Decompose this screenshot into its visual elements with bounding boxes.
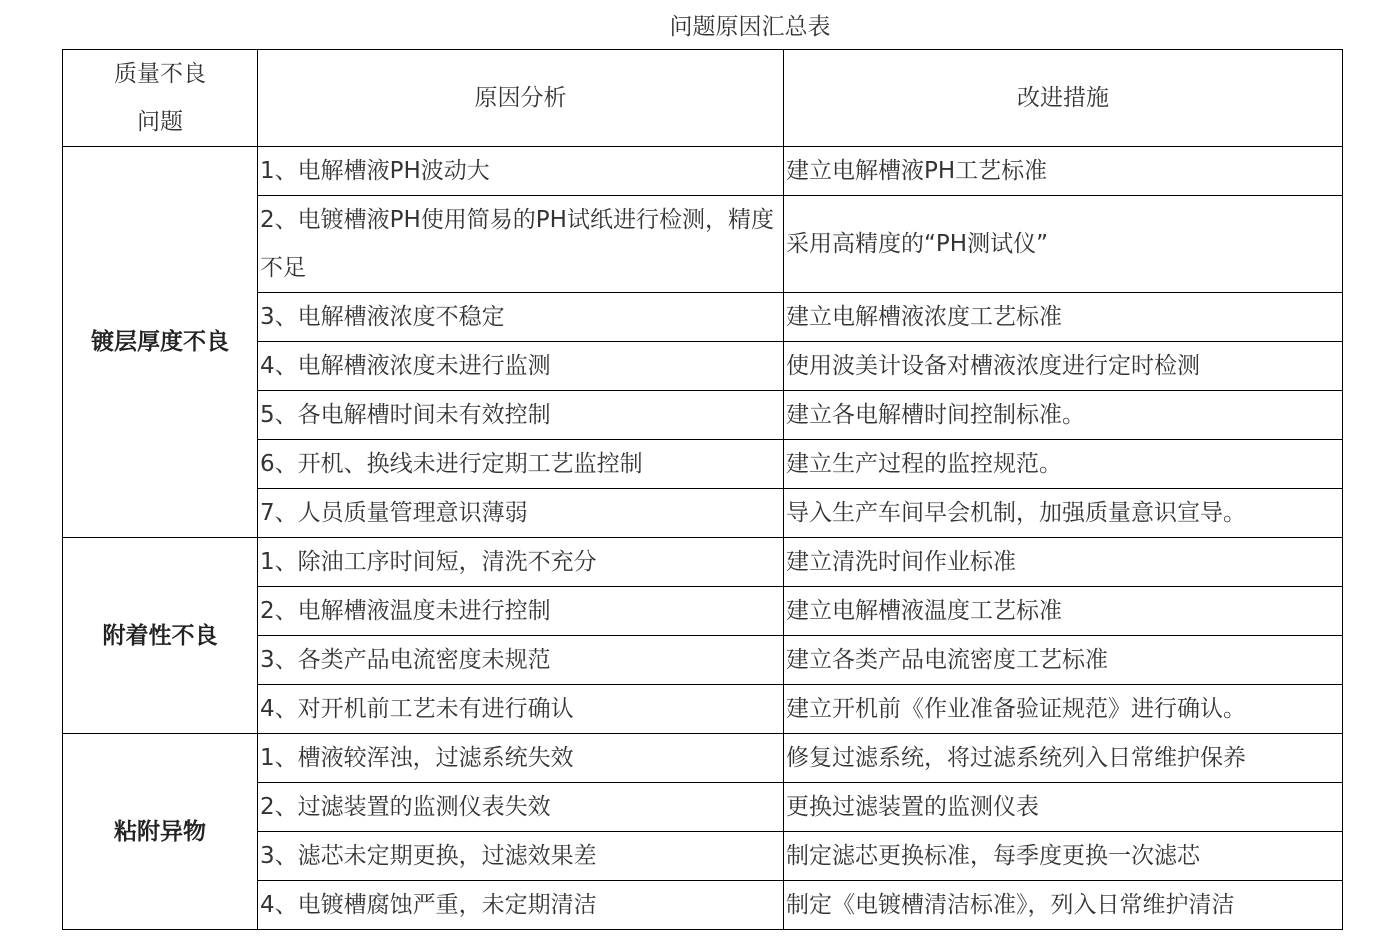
measure-cell: 建立各电解槽时间控制标准。 xyxy=(784,391,1343,440)
cause-cell: 4、对开机前工艺未有进行确认 xyxy=(258,685,784,734)
header-problem-line1: 质量不良 xyxy=(114,61,206,87)
table-row xyxy=(63,147,1343,196)
table-row xyxy=(63,538,1343,587)
measure-cell: 导入生产车间早会机制，加强质量意识宣导。 xyxy=(784,489,1343,538)
cause-cell: 6、开机、换线未进行定期工艺监控制 xyxy=(258,440,784,489)
page-title: 问题原因汇总表 xyxy=(669,14,831,40)
cause-cell: 3、电解槽液浓度不稳定 xyxy=(258,293,784,342)
measure-cell: 修复过滤系统，将过滤系统列入日常维护保养 xyxy=(784,734,1343,783)
header-problem-line2: 问题 xyxy=(137,109,183,135)
measure-cell: 建立电解槽液温度工艺标准 xyxy=(784,587,1343,636)
measure-cell: 建立各类产品电流密度工艺标准 xyxy=(784,636,1343,685)
cause-cell: 2、电解槽液温度未进行控制 xyxy=(258,587,784,636)
measure-cell: 更换过滤装置的监测仪表 xyxy=(784,783,1343,832)
cause-cell: 1、电解槽液PH波动大 xyxy=(258,147,784,196)
header-cause: 原因分析 xyxy=(258,50,784,147)
cause-cell: 2、过滤装置的监测仪表失效 xyxy=(258,783,784,832)
measure-cell: 使用波美计设备对槽液浓度进行定时检测 xyxy=(784,342,1343,391)
cause-cell: 3、各类产品电流密度未规范 xyxy=(258,636,784,685)
measure-cell: 建立开机前《作业准备验证规范》进行确认。 xyxy=(784,685,1343,734)
measure-cell: 建立清洗时间作业标准 xyxy=(784,538,1343,587)
header-measure: 改进措施 xyxy=(784,50,1343,147)
cause-cell: 1、槽液较浑浊，过滤系统失效 xyxy=(258,734,784,783)
measure-cell: 制定《电镀槽清洁标准》，列入日常维护清洁 xyxy=(784,881,1343,930)
problem-cause-summary-table xyxy=(62,49,1343,930)
cause-cell: 1、除油工序时间短，清洗不充分 xyxy=(258,538,784,587)
problem-cell: 镀层厚度不良 xyxy=(63,147,258,538)
cause-cell: 4、电镀槽腐蚀严重，未定期清洁 xyxy=(258,881,784,930)
cause-cell: 3、滤芯未定期更换，过滤效果差 xyxy=(258,832,784,881)
cause-cell: 5、各电解槽时间未有效控制 xyxy=(258,391,784,440)
measure-cell: 建立电解槽液PH工艺标准 xyxy=(784,147,1343,196)
cause-cell: 2、电镀槽液PH使用简易的PH试纸进行检测，精度不足 xyxy=(258,196,784,293)
measure-cell: 采用高精度的“PH测试仪” xyxy=(784,196,1343,293)
measure-cell: 制定滤芯更换标准，每季度更换一次滤芯 xyxy=(784,832,1343,881)
measure-cell: 建立电解槽液浓度工艺标准 xyxy=(784,293,1343,342)
cause-cell: 7、人员质量管理意识薄弱 xyxy=(258,489,784,538)
header-problem xyxy=(63,50,258,147)
problem-cell: 附着性不良 xyxy=(63,538,258,734)
problem-cell: 粘附异物 xyxy=(63,734,258,930)
table-row xyxy=(63,734,1343,783)
cause-cell: 4、电解槽液浓度未进行监测 xyxy=(258,342,784,391)
table-header-row xyxy=(63,50,1343,147)
measure-cell: 建立生产过程的监控规范。 xyxy=(784,440,1343,489)
